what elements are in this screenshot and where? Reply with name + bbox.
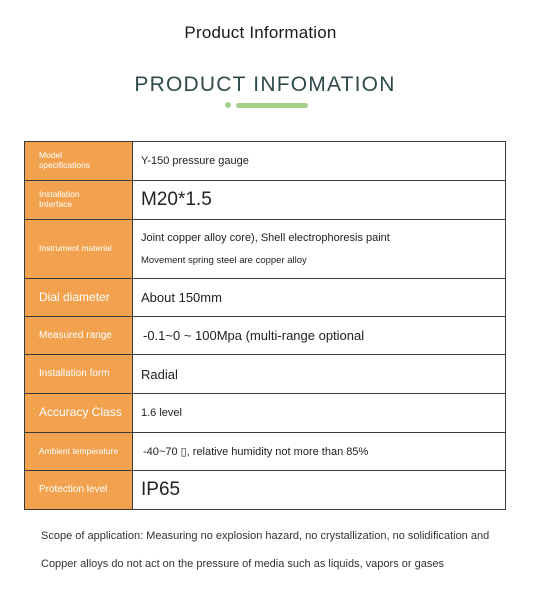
spec-value-accuracy <box>133 394 505 432</box>
spec-row-range <box>25 317 505 355</box>
footer-scope-line: Scope of application: Measuring no explosion hazard, no crystallization, no solidification and <box>41 530 490 542</box>
spec-row-temperature <box>25 433 505 471</box>
spec-value-text: Radial <box>141 366 178 382</box>
spec-value-form <box>133 355 505 393</box>
footer-media-line: Copper alloys do not act on the pressure of media such as liquids, vapors or gases <box>41 558 444 570</box>
spec-value-material <box>133 220 505 278</box>
spec-row-form <box>25 355 505 394</box>
heading-decoration <box>225 101 309 109</box>
spec-value-text: Joint copper alloy core), Shell electrophoresis paint <box>141 232 390 244</box>
spec-value-temperature <box>133 433 505 470</box>
spec-value-text: IP65 <box>141 479 181 500</box>
spec-value-dial <box>133 279 505 316</box>
spec-label-range: Measured range <box>25 317 133 354</box>
spec-label-dial: Dial diameter <box>25 279 133 316</box>
spec-value-text: About 150mm <box>141 290 222 305</box>
spec-value-interface <box>133 181 505 219</box>
spec-label-interface: Installation Interface <box>25 181 133 219</box>
decoration-bar <box>236 103 308 108</box>
spec-value-model <box>133 142 505 180</box>
spec-label-temperature: Ambient temperature <box>25 433 133 470</box>
spec-value-text: Y-150 pressure gauge <box>141 155 249 167</box>
spec-value-text: Movement spring steel are copper alloy <box>141 255 307 266</box>
spec-value-range <box>133 317 505 354</box>
section-heading: PRODUCT INFOMATION <box>134 73 396 96</box>
spec-row-accuracy <box>25 394 505 433</box>
spec-label-accuracy: Accuracy Class <box>25 394 133 432</box>
spec-row-protection <box>25 471 505 509</box>
spec-row-material <box>25 220 505 279</box>
spec-label-model: Model specifications <box>25 142 133 180</box>
spec-row-dial <box>25 279 505 317</box>
spec-value-text: 1.6 level <box>141 407 182 419</box>
spec-label-protection: Protection level <box>25 471 133 509</box>
spec-row-interface <box>25 181 505 220</box>
spec-value-text: M20*1.5 <box>141 189 212 210</box>
page-title: Product Information <box>184 23 337 42</box>
spec-table <box>24 141 506 510</box>
spec-value-text: -40~70 ▯, relative humidity not more than 85% <box>143 446 369 458</box>
spec-value-text: -0.1~0 ~ 100Mpa (multi-range optional <box>143 328 365 343</box>
decoration-dot <box>225 102 231 108</box>
spec-row-model <box>25 142 505 181</box>
spec-label-material: Instrument material <box>25 220 133 278</box>
spec-value-protection <box>133 471 505 509</box>
spec-label-form: Installation form <box>25 355 133 393</box>
